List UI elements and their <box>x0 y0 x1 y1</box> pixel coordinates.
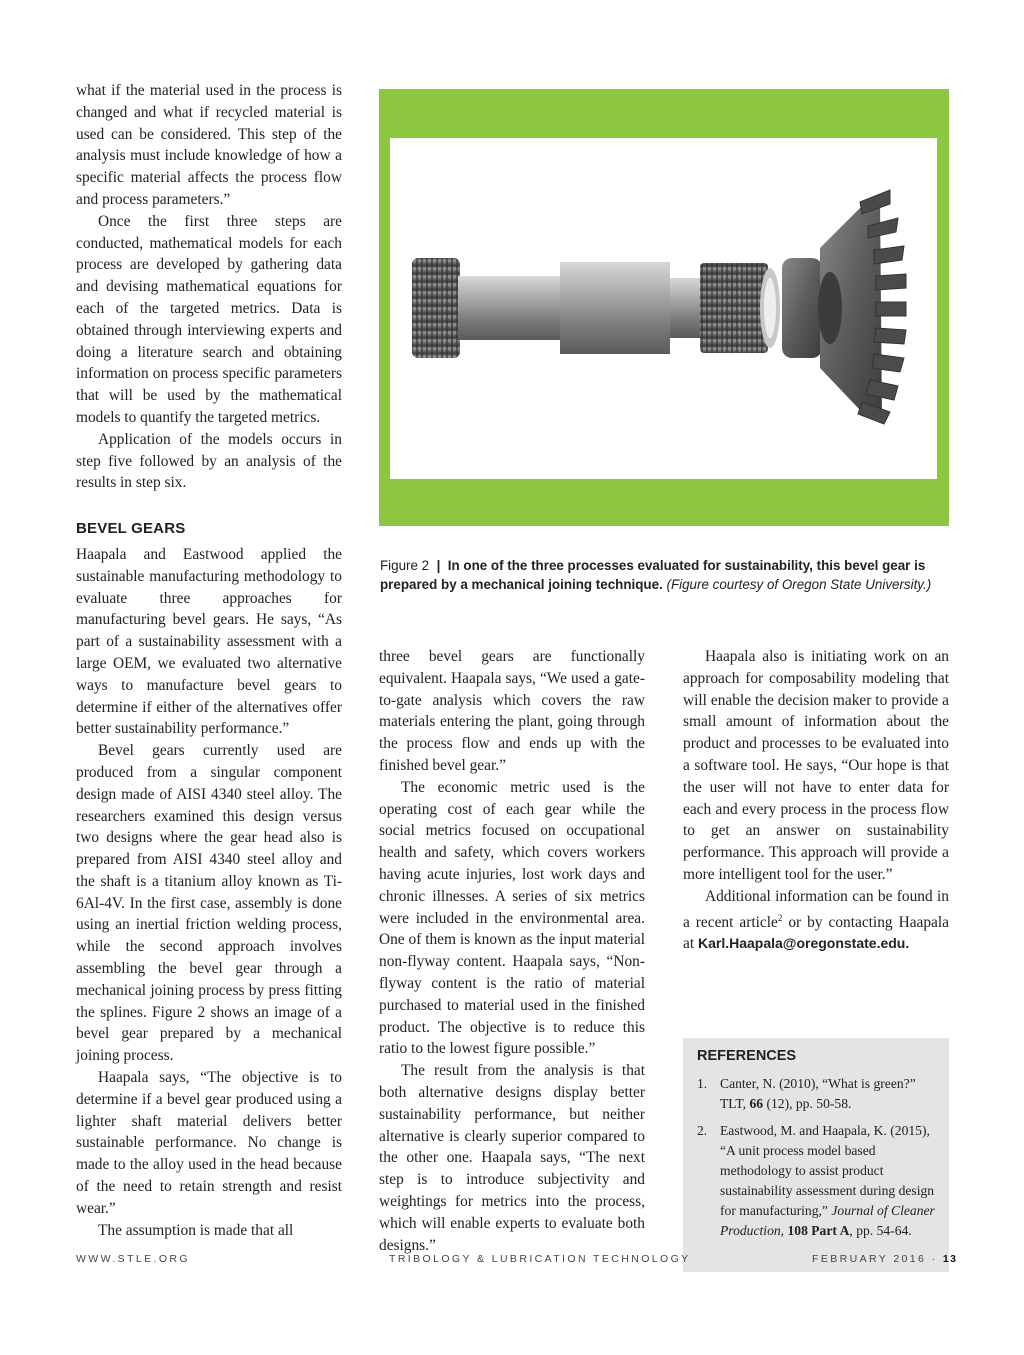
article-column-3 <box>683 646 949 955</box>
reference-text: Canter, N. (2010), “What is green?” TLT, <box>720 1076 916 1111</box>
paragraph: Haapala and Eastwood applied the sustainable manufacturing methodology to evaluate three approaches for manufacturing bevel gears. He says, “As part of a sustainability assessment with a large OEM, we evaluated two alternative ways to manufacture bevel gears to determine if either of the alternatives offer better sustainability performance.” <box>76 545 342 738</box>
reference-item <box>697 1074 937 1114</box>
figure-caption <box>380 556 950 594</box>
footnote-ref: 2 <box>777 912 783 923</box>
paragraph: three bevel gears are functionally equivalent. Haapala says, “We used a gate-to-gate analysis which covers the raw materials entering the plant, going through the process flow and ends up with the finished bevel gear.” <box>379 648 645 774</box>
paragraph: The assumption is made that all <box>98 1221 294 1239</box>
paragraph: Haapala also is initiating work on an approach for composability modeling that will enable the decision maker to provide a small amount of information about the product and processes to be evaluated into a software tool. He says, “Our hope is that the user will not have to enter data for each and every process in the process flow to get an answer on sustainability performance. This approach will provide a more intelligent tool for the user.” <box>683 648 949 883</box>
reference-text: Eastwood, M. and Haapala, K. (2015), “A unit process model based methodology to assist product sustainability assessment during design for manufacturing,” <box>720 1123 935 1218</box>
footer-website: WWW.STLE.ORG <box>76 1253 190 1265</box>
paragraph-text: Additional information can be found in a recent article <box>683 887 949 931</box>
reference-number: 2. <box>697 1123 708 1138</box>
reference-text: (12), pp. 50-58. <box>763 1096 852 1111</box>
article-column-1 <box>76 80 342 1241</box>
paragraph: Once the first three steps are conducted, mathematical models for each process are developed by gathering data and devising mathematical equations for each of the targeted metrics. Data is obtained through interviewing experts and doing a literature search and obtaining information on process specific parameters that will be used by the mathematical models to quantify the targeted metrics. <box>76 212 342 426</box>
paragraph: what if the material used in the process is changed and what if recycled material is used can be considered. This step of the analysis must include knowledge of how a specific material affects the process flow and process parameters.” <box>76 82 342 208</box>
reference-journal: Journal of Cleaner Production <box>720 1203 935 1238</box>
reference-text: , pp. 54-64. <box>849 1223 912 1238</box>
references-list <box>697 1074 937 1248</box>
reference-volume: 108 Part A <box>787 1223 850 1238</box>
paragraph: Application of the models occurs in step five followed by an analysis of the results in step six. <box>76 430 342 492</box>
footer-date-page <box>812 1253 958 1265</box>
reference-item <box>697 1121 937 1241</box>
figure-image <box>390 138 937 479</box>
references-title: REFERENCES <box>697 1048 797 1064</box>
caption-credit: (Figure courtesy of Oregon State University.) <box>666 577 932 592</box>
paragraph: Bevel gears currently used are produced from a singular component design made of AISI 4340 steel alloy. The researchers examined this design versus two designs where the gear head also is prepared from AISI 4340 steel alloy and the shaft is a titanium alloy known as Ti-6Al-4V. In the first case, assembly is done using an inertial friction welding process, while the second approach involves assembling the bevel gear through a mechanical joining process by press fitting the splines. Figure 2 shows an image of a bevel gear prepared by a mechanical joining process. <box>76 742 342 1065</box>
figure-label: Figure 2 <box>380 558 430 573</box>
footer-publication: TRIBOLOGY & LUBRICATION TECHNOLOGY <box>389 1253 691 1265</box>
paragraph <box>683 886 949 956</box>
reference-volume: 66 <box>749 1096 764 1111</box>
page-number: 13 <box>942 1253 958 1265</box>
reference-text: , <box>780 1223 788 1238</box>
paragraph: The result from the analysis is that both alternative designs display better sustainability performance, but neither alternative is clearly superior compared to the other one. Haapala says, “The next step is to introduce subjectivity and weightings for metrics into the process, which will enable experts to evaluate both designs.” <box>379 1062 645 1254</box>
article-column-2 <box>379 646 645 1256</box>
bevel-gear-illustration <box>390 138 937 479</box>
reference-number: 1. <box>697 1076 708 1091</box>
footer-date: FEBRUARY 2016 · <box>812 1253 938 1265</box>
paragraph: The economic metric used is the operating cost of each gear while the social metrics focused on occupational health and safety, which covers workers having acute injuries, lost work days and chronic illnesses. A series of six metrics were included in the environmental area. One of them is known as the input material non-flyway content. Haapala says, “Non-flyway content is the ratio of material purchased to material used in the finished product. The objective is to reduce this ratio to the lowest figure possible.” <box>379 778 645 1058</box>
references-box <box>683 1038 949 1272</box>
figure-frame <box>379 89 949 526</box>
paragraph-text: or by contacting Haapala at <box>683 913 949 953</box>
caption-divider: | <box>432 558 445 573</box>
section-heading: BEVEL GEARS <box>76 520 186 538</box>
caption-text: In one of the three processes evaluated for sustainability, this bevel gear is prepared by a mechanical joining technique. <box>380 558 926 592</box>
paragraph: Haapala says, “The objective is to determine if a bevel gear produced using a lighter shaft material delivers better sustainable performance. No change is made to the alloy used in the head because of the need to retain strength and resist wear.” <box>76 1069 342 1217</box>
email-link[interactable]: Karl.Haapala@oregonstate.edu. <box>697 935 910 952</box>
